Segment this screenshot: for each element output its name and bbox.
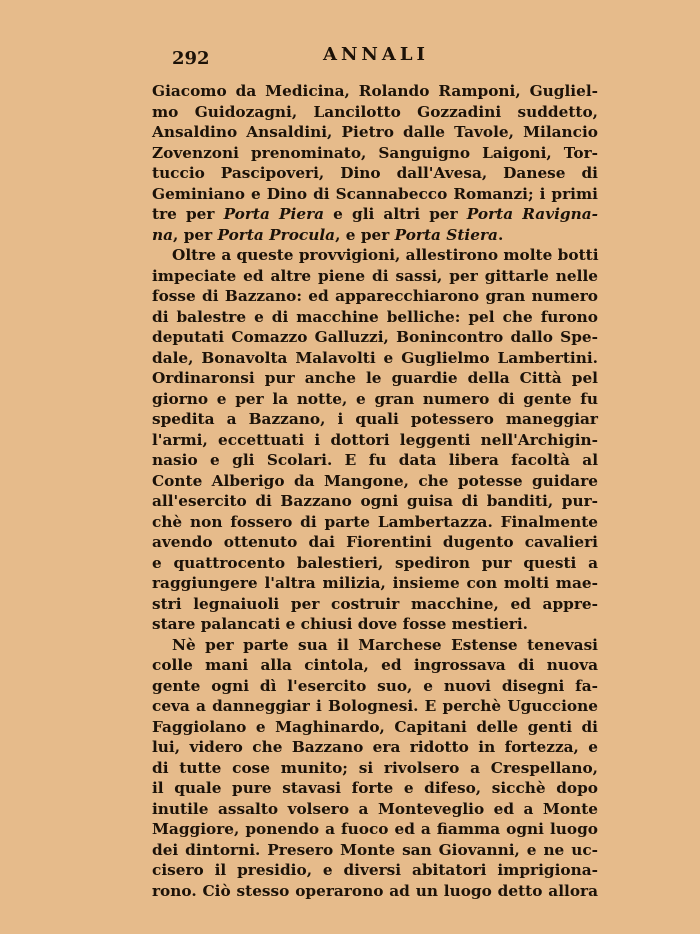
text-line: [152, 163, 598, 184]
text-span: raggiungere l'altra milizia, insieme con molti mae-: [152, 574, 598, 592]
text-line: [152, 143, 598, 164]
text-line: [152, 409, 598, 430]
text-line: [152, 799, 598, 820]
text-line: [152, 860, 598, 881]
text-span: stri legnaiuoli per costruir macchine, ed appre-: [152, 594, 598, 613]
text-line: [152, 348, 598, 369]
text-span: , per: [173, 225, 218, 244]
text-line: [152, 266, 598, 287]
text-span: il quale pure stavasi forte e difeso, sicchè dopo: [152, 779, 598, 797]
text-span: Oltre a queste provvigioni, allestirono molte botti: [172, 246, 599, 264]
text-span: fosse di Bazzano: ed apparecchiarono gran numero: [152, 287, 598, 305]
text-line: [152, 532, 598, 553]
text-span: Ordinaronsi pur anche le guardie della Città pel: [152, 369, 598, 387]
text-line: [152, 491, 598, 512]
text-line: [152, 286, 598, 307]
text-span: Zovenzoni prenominato, Sanguigno Laigoni, Tor-: [152, 143, 598, 162]
text-span: dale, Bonavolta Malavolti e Guglielmo Lambertini.: [152, 348, 598, 367]
italic-text: Porta Procula: [217, 225, 336, 244]
text-line: [152, 245, 598, 266]
text-line: [152, 512, 598, 533]
text-span: e gli altri per: [324, 205, 467, 223]
text-line: [152, 184, 598, 205]
body-text: [152, 81, 598, 901]
text-span: ceva a danneggiar i Bolognesi. E perchè Uguccione: [152, 697, 598, 715]
text-span: Ansaldino Ansaldini, Pietro dalle Tavole, Milancio: [152, 123, 598, 141]
text-line: [152, 122, 598, 143]
text-span: avendo ottenuto dai Fiorentini dugento cavalieri: [152, 533, 598, 551]
text-line: [152, 655, 598, 676]
text-line: [152, 594, 598, 615]
text-line: [152, 81, 598, 102]
text-span: mo Guidozagni, Lancilotto Gozzadini suddetto,: [152, 102, 598, 121]
page-header: [0, 40, 700, 70]
text-span: cisero il presidio, e diversi abitatori imprigiona-: [152, 861, 598, 879]
text-line: [152, 614, 598, 635]
text-line: [152, 840, 598, 861]
text-span: e quattrocento balestieri, spediron pur questi a: [152, 553, 598, 572]
text-line: [152, 450, 598, 471]
text-line: [152, 430, 598, 451]
text-span: deputati Comazzo Galluzzi, Bonincontro dallo Spe-: [152, 328, 598, 346]
text-line: [152, 225, 598, 246]
text-span: Geminiano e Dino di Scannabecco Romanzi; i primi: [152, 184, 598, 203]
text-span: gente ogni dì l'esercito suo, e nuovi disegni fa-: [152, 676, 598, 695]
text-span: Maggiore, ponendo a fuoco ed a fiamma ogni luogo: [152, 820, 598, 838]
page-number: 292: [172, 48, 210, 69]
text-line: [152, 573, 598, 594]
italic-text: na: [152, 225, 174, 244]
text-span: impeciate ed altre piene di sassi, per gittarle nelle: [152, 266, 598, 285]
text-line: [152, 758, 598, 779]
text-span: giorno e per la notte, e gran numero di gente fu: [152, 389, 598, 408]
italic-text: Porta Ravigna-: [466, 205, 598, 223]
text-span: .: [497, 225, 504, 244]
text-span: chè non fossero di parte Lambertazza. Finalmente: [152, 512, 598, 531]
text-line: [152, 819, 598, 840]
text-line: [152, 368, 598, 389]
text-line: [152, 737, 598, 758]
text-span: Conte Alberigo da Mangone, che potesse guidare: [152, 471, 598, 490]
text-line: [152, 102, 598, 123]
text-span: all'esercito di Bazzano ogni guisa di banditi, pur-: [152, 492, 598, 510]
text-span: nasio e gli Scolari. E fu data libera facoltà al: [152, 451, 598, 469]
running-title: ANNALI: [323, 44, 429, 65]
text-line: [152, 307, 598, 328]
text-span: dei dintorni. Presero Monte san Giovanni, e ne uc-: [152, 840, 598, 859]
italic-text: Porta Piera: [223, 205, 325, 223]
text-span: l'armi, eccettuati i dottori leggenti nell'Archigin-: [152, 430, 598, 449]
text-span: spedita a Bazzano, i quali potessero maneggiar: [152, 410, 598, 428]
text-line: [152, 635, 598, 656]
text-span: inutile assalto volsero a Monteveglio ed a Monte: [152, 799, 598, 818]
text-span: colle mani alla cintola, ed ingrossava di nuova: [152, 656, 598, 674]
text-span: tre per: [152, 205, 224, 223]
text-line: [152, 778, 598, 799]
text-line: [152, 696, 598, 717]
text-span: Nè per parte sua il Marchese Estense tenevasi: [172, 635, 598, 654]
text-line: [152, 327, 598, 348]
text-span: rono. Ciò stesso operarono ad un luogo detto allora: [152, 881, 598, 900]
text-span: Faggiolano e Maghinardo, Capitani delle genti di: [152, 717, 598, 736]
italic-text: Porta Stiera: [394, 225, 498, 244]
text-line: [152, 881, 598, 902]
text-line: [152, 717, 598, 738]
text-span: di tutte cose munito; si rivolsero a Crespellano,: [152, 758, 598, 777]
text-line: [152, 389, 598, 410]
text-line: [152, 676, 598, 697]
text-line: [152, 553, 598, 574]
text-line: [152, 204, 598, 225]
text-span: lui, videro che Bazzano era ridotto in fortezza, e: [152, 738, 598, 756]
text-span: , e per: [335, 225, 395, 244]
text-span: di balestre e di macchine belliche: pel che furono: [152, 307, 598, 326]
text-span: tuccio Pascipoveri, Dino dall'Avesa, Danese di: [152, 164, 598, 182]
text-span: Giacomo da Medicina, Rolando Ramponi, Gugliel-: [152, 82, 598, 100]
text-span: stare palancati e chiusi dove fosse mestieri.: [152, 615, 529, 633]
text-line: [152, 471, 598, 492]
